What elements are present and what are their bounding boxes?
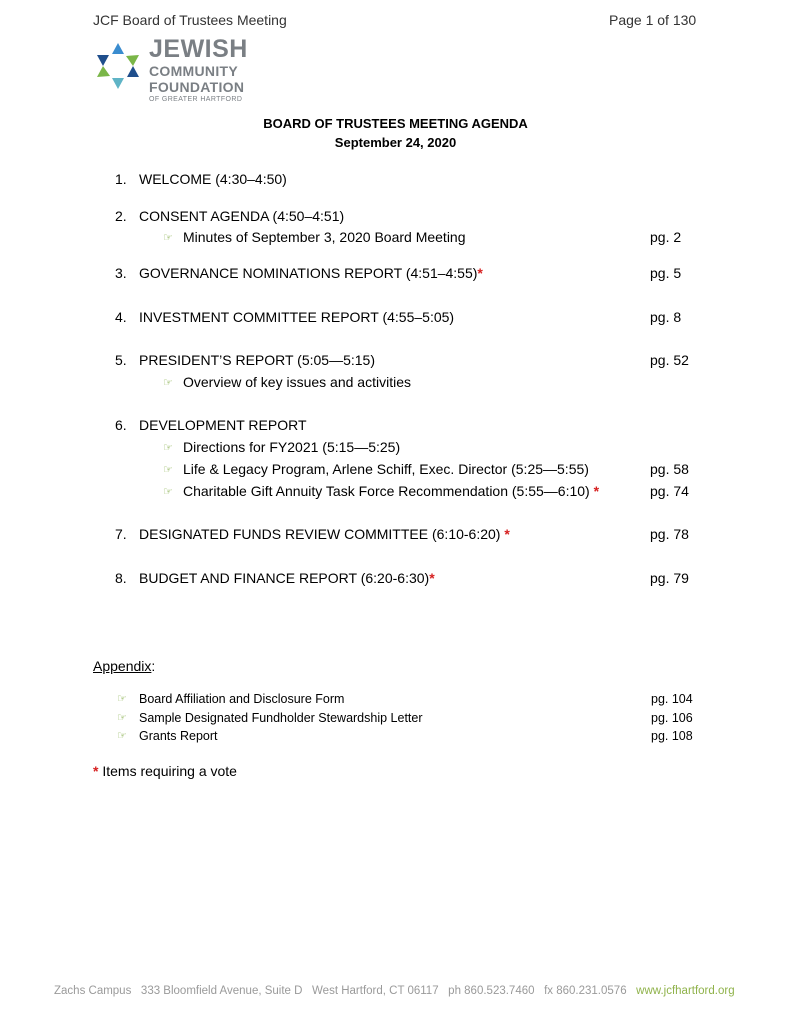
logo-wordmark (149, 37, 248, 103)
agenda-item-1 (115, 171, 287, 187)
agenda-item-8 (115, 570, 435, 586)
logo-line-community: COMMUNITY (149, 63, 239, 79)
agenda-item-number: 4. (115, 309, 127, 325)
agenda-subitem (163, 439, 400, 455)
agenda-page-ref: pg. 78 (650, 526, 689, 542)
hand-pointer-icon: ☞ (163, 232, 173, 244)
vote-required-marker: * (477, 265, 483, 281)
agenda-item-text: GOVERNANCE NOMINATIONS REPORT (4:51–4:55) (139, 265, 478, 281)
appendix-item (117, 729, 218, 743)
agenda-subitem (163, 483, 599, 499)
hand-pointer-icon: ☞ (163, 464, 173, 476)
agenda-item-number: 8. (115, 570, 127, 586)
agenda-item-text: CONSENT AGENDA (4:50–4:51) (139, 208, 345, 224)
appendix-item-text: Sample Designated Fundholder Stewardship Letter (139, 711, 423, 725)
agenda-subitem-text: Minutes of September 3, 2020 Board Meeting (183, 229, 466, 245)
agenda-item-7 (115, 526, 510, 542)
agenda-title: BOARD OF TRUSTEES MEETING AGENDA (263, 116, 528, 131)
agenda-subitem-text: Charitable Gift Annuity Task Force Recommendation (5:55—6:10) (183, 483, 590, 499)
hand-pointer-icon: ☞ (163, 377, 173, 389)
footer-address: Zachs Campus 333 Bloomfield Avenue, Suite D West Hartford, CT 06117 ph 860.523.7460 fx 860.231.0576 (54, 985, 637, 997)
agenda-subitem-text: Directions for FY2021 (5:15—5:25) (183, 439, 401, 455)
agenda-item-number: 5. (115, 352, 127, 368)
agenda-subitem-text: Life & Legacy Program, Arlene Schiff, Exec. Director (5:25—5:55) (183, 461, 589, 477)
hand-pointer-icon: ☞ (117, 730, 127, 742)
star-of-david-logo-icon (93, 41, 143, 91)
vote-legend-text: Items requiring a vote (98, 763, 237, 779)
agenda-item-text: WELCOME (4:30–4:50) (139, 171, 287, 187)
agenda-item-number: 1. (115, 171, 127, 187)
appendix-page-ref: pg. 108 (651, 729, 693, 743)
appendix-item (117, 692, 344, 706)
appendix-page-ref: pg. 106 (651, 711, 693, 725)
vote-required-marker: * (93, 763, 99, 779)
appendix-item-text: Board Affiliation and Disclosure Form (139, 692, 345, 706)
logo-line-foundation: FOUNDATION (149, 79, 245, 95)
vote-legend (93, 763, 237, 779)
agenda-item-number: 6. (115, 417, 127, 433)
logo-line-hartford: OF GREATER HARTFORD (149, 96, 243, 103)
agenda-item-number: 7. (115, 526, 127, 542)
hand-pointer-icon: ☞ (163, 442, 173, 454)
agenda-subitem-text: Overview of key issues and activities (183, 374, 411, 390)
header-page-number: Page 1 of 130 (609, 12, 697, 28)
vote-required-marker: * (504, 526, 510, 542)
agenda-subitem (163, 374, 411, 390)
agenda-item-number: 2. (115, 208, 127, 224)
agenda-date: September 24, 2020 (334, 135, 457, 150)
logo-line-jewish: JEWISH (149, 35, 248, 63)
agenda-page-ref: pg. 8 (650, 309, 682, 325)
agenda-page-ref: pg. 74 (650, 483, 689, 499)
agenda-item-2 (115, 208, 344, 224)
agenda-item-5 (115, 352, 375, 368)
agenda-page-ref: pg. 52 (650, 352, 689, 368)
agenda-page-ref: pg. 2 (650, 229, 682, 245)
page-footer (54, 985, 735, 997)
agenda-item-text: BUDGET AND FINANCE REPORT (6:20-6:30) (139, 570, 430, 586)
agenda-subitem (163, 461, 589, 477)
hand-pointer-icon: ☞ (163, 486, 173, 498)
agenda-page-ref: pg. 58 (650, 461, 689, 477)
agenda-item-4 (115, 309, 454, 325)
header-doc-title: JCF Board of Trustees Meeting (93, 12, 287, 28)
agenda-item-3 (115, 265, 483, 281)
vote-required-marker: * (593, 483, 600, 499)
agenda-page-ref: pg. 79 (650, 570, 689, 586)
agenda-page-ref: pg. 5 (650, 265, 682, 281)
jcf-logo (93, 37, 263, 109)
appendix-heading (93, 658, 155, 674)
agenda-item-text: INVESTMENT COMMITTEE REPORT (4:55–5:05) (139, 309, 455, 325)
vote-required-marker: * (429, 570, 435, 586)
hand-pointer-icon: ☞ (117, 693, 127, 705)
agenda-item-text: DESIGNATED FUNDS REVIEW COMMITTEE (6:10-6:20) (139, 526, 501, 542)
appendix-page-ref: pg. 104 (651, 692, 693, 706)
agenda-item-text: DEVELOPMENT REPORT (139, 417, 307, 433)
appendix-title: Appendix (93, 658, 152, 674)
appendix-colon: : (151, 658, 156, 674)
hand-pointer-icon: ☞ (117, 712, 127, 724)
appendix-item (117, 711, 423, 725)
footer-website: www.jcfhartford.org (636, 985, 735, 997)
agenda-subitem (163, 229, 466, 245)
agenda-item-text: PRESIDENT’S REPORT (5:05—5:15) (139, 352, 376, 368)
agenda-title-block (0, 114, 791, 152)
agenda-item-6 (115, 417, 307, 433)
appendix-item-text: Grants Report (139, 729, 218, 743)
agenda-item-number: 3. (115, 265, 127, 281)
